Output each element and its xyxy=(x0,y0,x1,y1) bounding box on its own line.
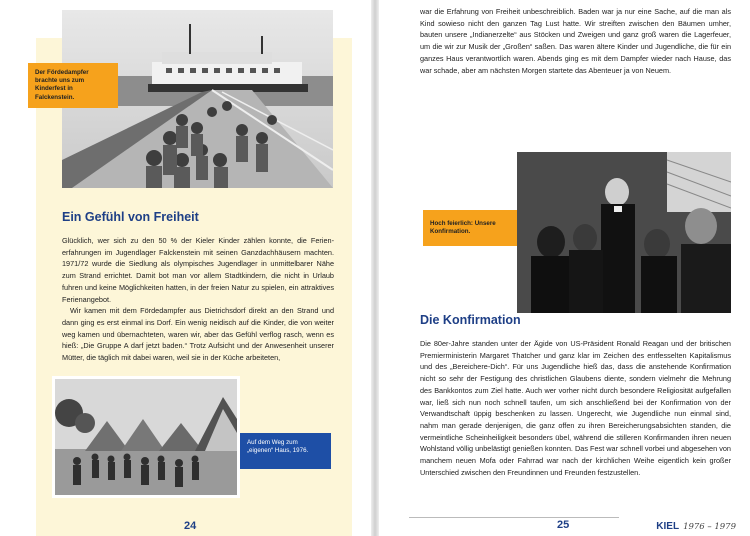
caption-camp: Auf dem Weg zum „eigenen“ Haus, 1976. xyxy=(240,433,331,469)
left-page xyxy=(0,0,371,536)
body-freiheit xyxy=(62,235,334,364)
confirmation-photo xyxy=(517,152,731,313)
body-intro xyxy=(420,6,731,76)
heading-konfirmation: Die Konfirmation xyxy=(420,313,521,327)
paragraph-1: Glücklich, wer sich zu den 50 % der Kieler Kinder zählen konnte, die Ferienerfahrungen im Jugendlager Falckenstein mit seinen Ganzdachhäusern machten. 1971/72 wurde die Siedlung als olympisches Jugendlager in unmittelbarer Nähe zum Strand errichtet. Damit bot man vor allem Stadtkindern, die nicht in Urlaub fuhren und keine Möglichkeiten hatten, in der freien Natur zu spielen, ein attraktives Ferienangebot. xyxy=(62,236,334,304)
paragraph-konfirmation: Die 80er-Jahre standen unter der Ägide von US-Präsident Ronald Reagan und der britischen Premierministerin Margaret Thatcher und ganz klar im Zeichen des entfesselten Kapitalismus und des „Bereichere-Dich“. Für uns Jugendliche hieß das, dass die anstehende Konfirmation nicht so sehr der Festigung des christlichen Glaubens diente, sondern vielmehr die Mehrung des Bankkontos zum Ziel hatte. Auch wer vorher nicht durch besondere Religiosität aufgefallen war, ließ sich nun noch schnell taufen, um sich anschließend bei der Konfirmation von der Verwandtschaft üppig beschenken zu lassen. Ungerecht, wie Jugendliche nun einmal sind, nahm man gerade denjenigen, die ganz offen zu ihren Bereicherungsabsichten standen, die vermeintliche Scheinheiligkeit besonders übel, während die stilleren Konfirmanden ihren neuen Wohlstand völlig unbelästigt genießen konnten. Das Fest war schnell vorbei und abgesehen von manchem neuen Mofa oder Fahrrad war nach der kirchlichen Weihe eigentlich kein großer Unterschied zwischen den Freundinnen und Freunden festzustellen. xyxy=(420,339,731,477)
page-number-right: 25 xyxy=(557,519,570,531)
right-page xyxy=(379,0,750,536)
book-gutter xyxy=(371,0,379,536)
running-title-years: 1976 – 1979 xyxy=(683,522,736,532)
page-number-left: 24 xyxy=(184,520,197,532)
body-konfirmation xyxy=(420,338,731,478)
running-title-city: KIEL xyxy=(656,521,680,532)
confirmation-image xyxy=(517,152,731,313)
caption-confirmation: Hoch feierlich: Unsere Konfirmation. xyxy=(423,210,517,246)
footer-line xyxy=(409,517,619,518)
paragraph-intro: war die Erfahrung von Freiheit unbeschreiblich. Baden war ja nur eine Sache, auf die man als Kind sowieso nicht den ganzen Tag Lust hatte. Wir streiften zwischen den Bäumen umher, bauten unsere „Indianerzelte“ aus Stöcken und Zweigen und ganz groß waren die Lagerfeuer, um die wir zur Musik der „Großen“ saßen. Das waren ältere Kinder und Jugendliche, die für ein ganzes Haus verantwortlich waren. Abends ging es mit dem Dampfer wieder nach Hause, das war schade, aber am nächsten Morgen startete das Abenteuer ja von Neuem. xyxy=(420,7,731,75)
running-title xyxy=(656,521,736,532)
heading-freiheit: Ein Gefühl von Freiheit xyxy=(62,210,199,224)
paragraph-2: Wir kamen mit dem Fördedampfer aus Dietrichsdorf direkt an den Strand und dann ging es erst einmal ins Dorf. Ein wenig neidisch auf die Kinder, die von weiter weg kamen und übernachteten, waren wir, aber das Gefühl verflog rasch, wenn es hieß: „Die Gruppe A darf jetzt baden.“ Trotz Aufsicht und der Anwesenheit unserer Mütter, die täglich mit dabei waren, weil sie in der Küche arbeiteten, xyxy=(62,306,334,363)
caption-ferry: Der Fördedampfer brachte uns zum Kinderfest in Falckenstein. xyxy=(28,63,118,108)
camp-houses-photo xyxy=(52,376,240,498)
camp-houses-image xyxy=(55,379,237,495)
